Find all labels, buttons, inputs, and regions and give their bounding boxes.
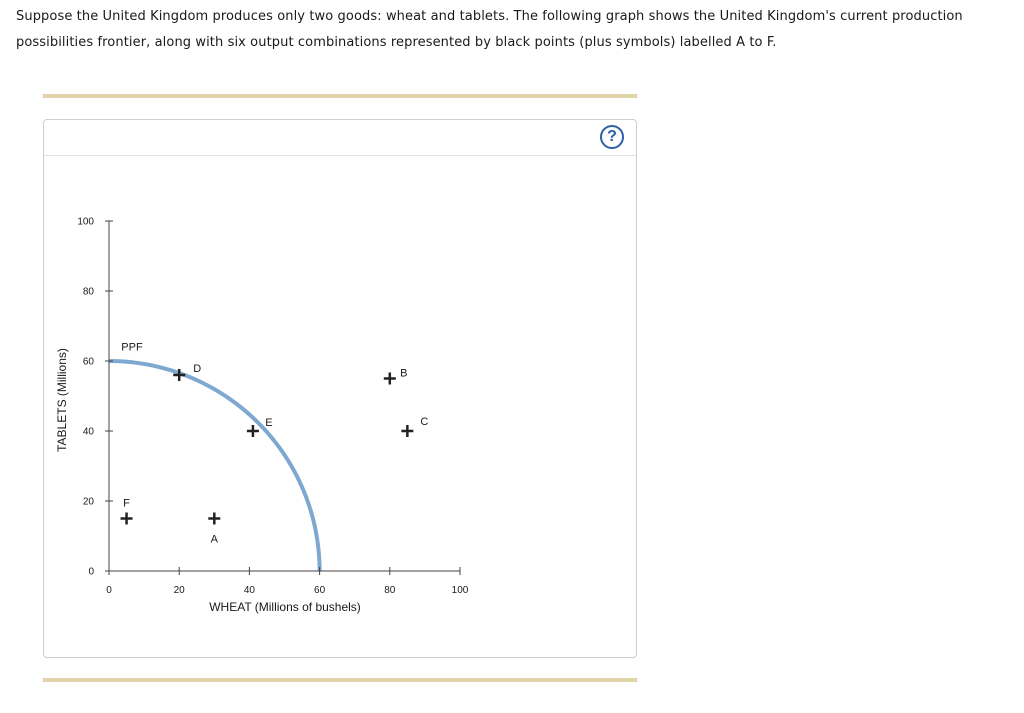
y-tick-label: 40 — [82, 426, 94, 438]
question-text: Suppose the United Kingdom produces only two goods: wheat and tablets. The following graph shows the United Kingdom's current production possibilities frontier, along with six output combinations represented by black points (plus symbols) labelled A to F. — [16, 9, 963, 50]
bottom-divider — [43, 678, 637, 682]
point-label-b: B — [400, 367, 408, 380]
point-label-d: D — [193, 363, 202, 375]
point-label-a: A — [210, 533, 218, 546]
x-tick-label: 20 — [173, 585, 185, 596]
point-label-e: E — [265, 417, 273, 429]
point-label-c: C — [420, 416, 429, 428]
y-tick-label: 80 — [82, 286, 94, 298]
y-tick-label: 20 — [82, 496, 94, 508]
x-axis-label: WHEAT (Millions of bushels) — [209, 600, 361, 614]
x-tick-label: 40 — [243, 585, 255, 596]
point-c[interactable] — [401, 416, 428, 437]
x-tick-label: 100 — [451, 585, 469, 596]
x-tick-label: 60 — [314, 585, 326, 596]
help-icon[interactable]: ? — [600, 125, 624, 149]
x-tick-label: 0 — [106, 585, 112, 596]
ppf-label: PPF — [121, 341, 143, 354]
y-tick-label: 100 — [77, 216, 94, 228]
y-axis-label: TABLETS (Millions) — [55, 348, 69, 452]
point-f[interactable] — [121, 498, 133, 525]
x-tick-label: 80 — [384, 585, 396, 596]
y-tick-label: 60 — [82, 356, 94, 368]
point-a[interactable] — [208, 513, 220, 546]
point-b[interactable] — [384, 368, 408, 385]
y-tick-label: 0 — [88, 566, 94, 578]
point-label-f: F — [123, 497, 130, 510]
